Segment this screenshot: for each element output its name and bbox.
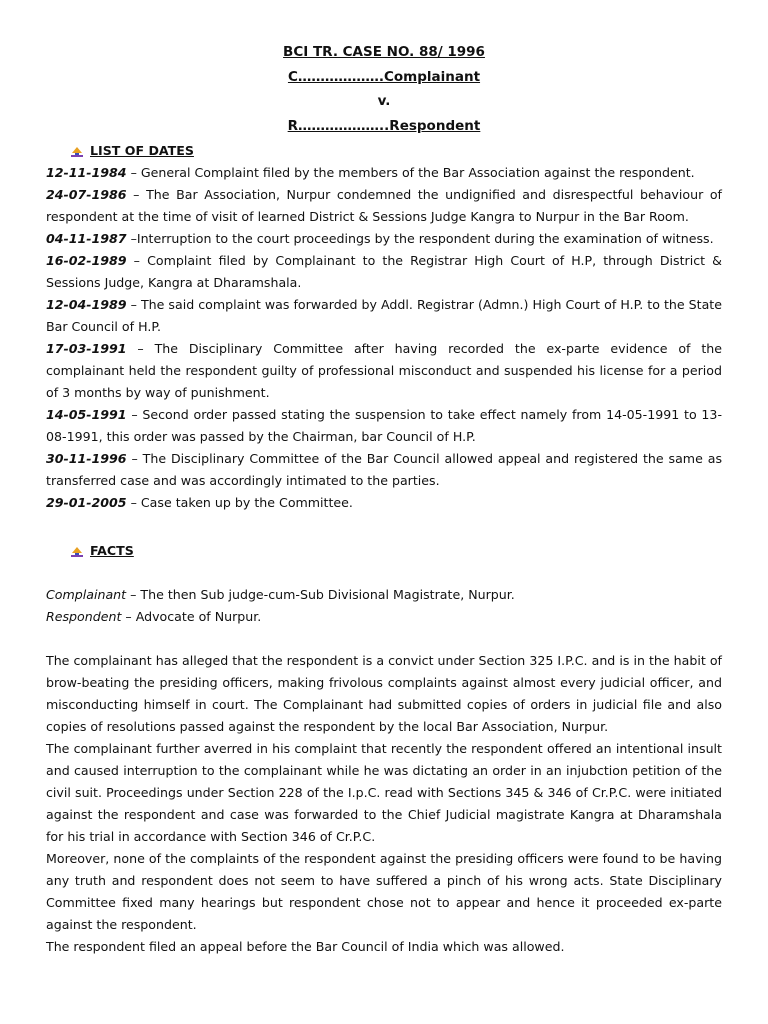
list-item: 14-05-1991 – Second order passed stating the suspension to take effect namely from 14-05-1991 to 13-08-1991, this order was passed by the Chairman, bar Council of H.P. xyxy=(46,407,722,444)
facts-label: FACTS xyxy=(90,543,134,558)
facts-paragraph: The complainant further averred in his complaint that recently the respondent offered an intentional insult and caused interruption to the complainant while he was dictating an order in an injubction petition of the civil suit. Proceedings under Section 228 of the I.p.C. read with Sections 345 & 346 of Cr.P.C. were initiated against the respondent and case was forwarded to the Chief Judicial magistrate Kangra at Dharamshala for his trial in accordance with Section 346 of Cr.P.C. xyxy=(46,741,722,844)
party-respondent: Respondent – Advocate of Nurpur. xyxy=(46,609,262,624)
case-number: BCI TR. CASE NO. 88/ 1996 xyxy=(283,44,485,60)
arrow-bullet-icon xyxy=(70,144,84,158)
party-complainant: Complainant – The then Sub judge-cum-Sub Divisional Magistrate, Nurpur. xyxy=(46,587,515,602)
complainant-line: C……………….Complainant xyxy=(287,68,481,85)
list-item: 30-11-1996 – The Disciplinary Committee of the Bar Council allowed appeal and registered the same as transferred case and was accordingly intimated to the parties. xyxy=(46,451,722,488)
facts-paragraph: Moreover, none of the complaints of the respondent against the presiding officers were found to be having any truth and respondent does not seem to have suffered a pinch of his wrong acts. State Disciplinary Committee fixed many hearings but respondent chose not to appear and hence it proceeded ex-parte against the respondent. xyxy=(46,851,722,932)
facts-paragraph: The complainant has alleged that the respondent is a convict under Section 325 I.P.C. and is in the habit of brow-beating the presiding officers, making frivolous complaints against almost every judicial officer, and misconducting himself in court. The Complainant had submitted copies of orders in judicial file and also copies of resolutions passed against the respondent by the local Bar Association, Nurpur. xyxy=(46,653,722,734)
list-item: 04-11-1987 –Interruption to the court proceedings by the respondent during the examination of witness. xyxy=(46,231,714,246)
list-item: 16-02-1989 – Complaint filed by Complainant to the Registrar High Court of H.P, through District & Sessions Judge, Kangra at Dharamshala. xyxy=(46,253,722,290)
list-item: 12-11-1984 – General Complaint filed by the members of the Bar Association against the respondent. xyxy=(46,165,695,180)
list-item: 29-01-2005 – Case taken up by the Committee. xyxy=(46,495,353,510)
case-title-block xyxy=(46,40,722,138)
list-item: 12-04-1989 – The said complaint was forwarded by Addl. Registrar (Admn.) High Court of H.P. to the State Bar Council of H.P. xyxy=(46,297,722,334)
facts-heading xyxy=(70,540,722,562)
list-item: 24-07-1986 – The Bar Association, Nurpur condemned the undignified and disrespectful behaviour of respondent at the time of visit of learned District & Sessions Judge Kangra to Nurpur in the Bar Room. xyxy=(46,187,722,224)
respondent-line: R………………..Respondent xyxy=(287,117,481,134)
dates-list xyxy=(46,162,722,514)
list-of-dates-heading xyxy=(70,140,722,162)
document-page xyxy=(46,40,722,958)
list-of-dates-label: LIST OF DATES xyxy=(90,143,194,158)
arrow-bullet-icon xyxy=(70,544,84,558)
list-item: 17-03-1991 – The Disciplinary Committee after having recorded the ex-parte evidence of the complainant held the respondent guilty of professional misconduct and suspended his license for a period of 3 months by way of punishment. xyxy=(46,341,722,400)
facts-paragraph: The respondent filed an appeal before the Bar Council of India which was allowed. xyxy=(46,939,565,954)
versus-line: v. xyxy=(377,93,391,109)
